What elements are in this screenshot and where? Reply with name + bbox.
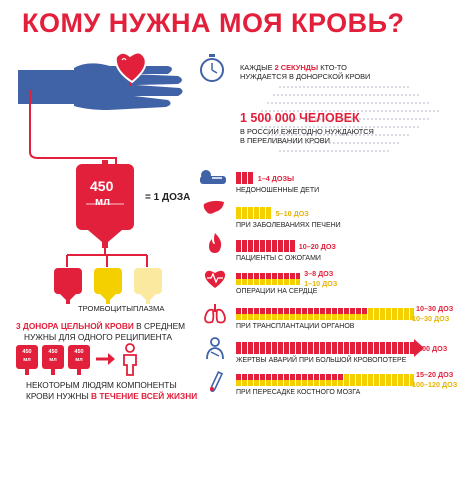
map-dot — [381, 110, 383, 112]
map-dot — [337, 94, 339, 96]
map-dot — [303, 86, 305, 88]
map-dot — [363, 118, 365, 120]
map-dot — [381, 126, 383, 128]
map-dot — [351, 86, 353, 88]
donor-bag-unit: мл — [49, 357, 57, 363]
map-dot — [413, 126, 415, 128]
donors-line2: НУЖНЫ ДЛЯ ОДНОГО РЕЦИПИЕНТА — [24, 332, 172, 342]
map-dot — [299, 150, 301, 152]
map-dot — [371, 118, 373, 120]
map-dot — [395, 102, 397, 104]
dose-label: = 1 ДОЗА — [145, 192, 191, 203]
map-dot — [319, 102, 321, 104]
map-dot — [379, 134, 381, 136]
map-dot — [299, 102, 301, 104]
map-dot — [303, 102, 305, 104]
injured-person-icon — [203, 337, 227, 361]
map-dot — [365, 110, 367, 112]
map-dot — [383, 118, 385, 120]
map-dot — [277, 94, 279, 96]
map-dot — [367, 150, 369, 152]
dose-yellow-label: 10–30 ДОЗ — [412, 314, 450, 323]
map-dot — [413, 110, 415, 112]
bar-yellow — [236, 207, 272, 219]
plasma-label: ПЛАЗМА — [133, 304, 165, 313]
map-dot — [397, 94, 399, 96]
map-dot — [335, 102, 337, 104]
bar-label: ПРИ ЗАБОЛЕВАНИЯХ ПЕЧЕНИ — [236, 222, 341, 229]
map-dot — [409, 126, 411, 128]
map-dot — [347, 102, 349, 104]
map-dot — [327, 86, 329, 88]
map-dot — [405, 110, 407, 112]
map-dot — [295, 102, 297, 104]
stat-line1: В РОССИИ ЕЖЕГОДНО НУЖДАЮТСЯ — [240, 127, 374, 136]
map-dot — [283, 102, 285, 104]
recipient-person-icon — [119, 343, 141, 377]
map-dot — [339, 150, 341, 152]
donor-bag-unit: мл — [23, 357, 31, 363]
map-dot — [437, 110, 439, 112]
donor-bag-tip — [77, 369, 81, 375]
map-dot — [307, 86, 309, 88]
map-dot — [351, 150, 353, 152]
stopwatch-prefix: КАЖДЫЕ — [240, 63, 275, 72]
map-dot — [289, 94, 291, 96]
map-dot — [405, 126, 407, 128]
liver-icon — [203, 200, 225, 218]
map-dot — [301, 94, 303, 96]
map-dot — [399, 102, 401, 104]
map-dot — [359, 86, 361, 88]
dose-red-label: 15–20 ДОЗ — [416, 370, 454, 379]
map-dot — [331, 86, 333, 88]
map-dot — [383, 86, 385, 88]
map-dot — [331, 102, 333, 104]
map-dot — [363, 86, 365, 88]
map-dot — [373, 94, 375, 96]
map-dot — [365, 94, 367, 96]
map-dot — [375, 102, 377, 104]
map-dot — [367, 86, 369, 88]
stopwatch-text — [240, 63, 370, 81]
map-dot — [413, 94, 415, 96]
map-dot — [329, 94, 331, 96]
map-dot — [385, 126, 387, 128]
red-cells-bag-icon — [52, 266, 84, 304]
map-dot — [291, 150, 293, 152]
lifetime-highlight: В ТЕЧЕНИЕ ВСЕЙ ЖИЗНИ — [91, 391, 198, 401]
map-dot — [419, 102, 421, 104]
tube-line — [20, 90, 140, 165]
donor-bag-tip — [25, 369, 29, 375]
map-dot — [411, 118, 413, 120]
map-dot — [417, 126, 419, 128]
map-dot — [389, 110, 391, 112]
dose-yellow-label: 1–10 ДОЗ — [304, 279, 338, 288]
lungs-icon — [203, 302, 227, 326]
donor-bag-volume: 450 — [22, 349, 32, 355]
map-dot — [323, 86, 325, 88]
donors-highlight: 3 ДОНОРА ЦЕЛЬНОЙ КРОВИ — [16, 321, 134, 331]
map-dot — [287, 150, 289, 152]
map-dot — [323, 150, 325, 152]
map-dot — [403, 86, 405, 88]
map-dot — [279, 150, 281, 152]
map-dot — [339, 102, 341, 104]
map-dot — [379, 118, 381, 120]
stopwatch-suffix: КТО-ТО — [318, 63, 347, 72]
map-dot — [319, 86, 321, 88]
map-dot — [315, 150, 317, 152]
map-dot — [399, 134, 401, 136]
map-dot — [415, 118, 417, 120]
map-dot — [347, 150, 349, 152]
map-dot — [273, 94, 275, 96]
map-dot — [405, 94, 407, 96]
map-dot — [377, 94, 379, 96]
map-dot — [315, 102, 317, 104]
stat-number: 1 500 000 ЧЕЛОВЕК — [240, 111, 360, 125]
stopwatch-highlight: 2 СЕКУНДЫ — [274, 63, 319, 72]
donor-bag — [68, 345, 90, 369]
map-dot — [319, 150, 321, 152]
map-dot — [267, 102, 269, 104]
platelets-label: ТРОМБОЦИТЫ — [78, 304, 134, 313]
map-dot — [389, 142, 391, 144]
map-dot — [417, 94, 419, 96]
map-dot — [335, 86, 337, 88]
map-dot — [355, 150, 357, 152]
map-dot — [401, 126, 403, 128]
test-tube-icon — [206, 370, 226, 394]
map-dot — [427, 102, 429, 104]
map-dot — [379, 150, 381, 152]
map-dot — [377, 110, 379, 112]
map-dot — [323, 102, 325, 104]
map-dot — [391, 102, 393, 104]
map-dot — [279, 86, 281, 88]
map-dot — [407, 102, 409, 104]
map-dot — [333, 94, 335, 96]
map-dot — [309, 94, 311, 96]
map-dot — [321, 94, 323, 96]
bar-label: ОПЕРАЦИИ НА СЕРДЦЕ — [236, 288, 318, 295]
map-dot — [379, 86, 381, 88]
map-dot — [335, 150, 337, 152]
map-dot — [383, 134, 385, 136]
map-dot — [383, 102, 385, 104]
map-dot — [275, 102, 277, 104]
lifetime-text — [26, 380, 197, 402]
map-dot — [343, 86, 345, 88]
map-dot — [287, 102, 289, 104]
map-dot — [343, 150, 345, 152]
map-dot — [369, 94, 371, 96]
map-dot — [367, 102, 369, 104]
map-dot — [291, 86, 293, 88]
map-dot — [375, 134, 377, 136]
map-dot — [283, 150, 285, 152]
bar-red — [236, 240, 295, 252]
map-dot — [363, 102, 365, 104]
bag-unit: мл — [95, 196, 111, 208]
map-dot — [419, 118, 421, 120]
donor-bag — [42, 345, 64, 369]
map-dot — [341, 94, 343, 96]
dose-red-label: 10–20 ДОЗ — [298, 242, 336, 251]
map-dot — [355, 86, 357, 88]
plasma-bag-icon — [132, 266, 164, 304]
map-dot — [383, 150, 385, 152]
map-dot — [395, 134, 397, 136]
map-dot — [397, 126, 399, 128]
dose-yellow-label: 5–10 ДОЗ — [275, 209, 309, 218]
map-dot — [397, 110, 399, 112]
map-dot — [407, 134, 409, 136]
map-dot — [377, 126, 379, 128]
dose-red-label: 10–30 ДОЗ — [416, 304, 454, 313]
map-dot — [291, 102, 293, 104]
stopwatch-icon — [199, 53, 225, 83]
map-dot — [391, 134, 393, 136]
map-dot — [393, 126, 395, 128]
map-dot — [409, 110, 411, 112]
map-dot — [389, 126, 391, 128]
map-dot — [387, 134, 389, 136]
map-dot — [375, 86, 377, 88]
map-dot — [311, 102, 313, 104]
map-dot — [311, 86, 313, 88]
map-dot — [387, 150, 389, 152]
map-dot — [279, 102, 281, 104]
donor-bag-unit: мл — [75, 357, 83, 363]
map-dot — [389, 94, 391, 96]
page-title: КОМУ НУЖНА МОЯ КРОВЬ? — [22, 8, 405, 38]
donor-bag-volume: 450 — [74, 349, 84, 355]
map-dot — [417, 110, 419, 112]
bar-red — [236, 308, 368, 314]
map-dot — [381, 142, 383, 144]
map-dot — [313, 94, 315, 96]
bar-red — [236, 172, 254, 184]
map-dot — [409, 94, 411, 96]
map-dot — [305, 94, 307, 96]
map-dot — [403, 134, 405, 136]
map-dot — [407, 118, 409, 120]
map-dot — [293, 94, 295, 96]
map-dot — [391, 118, 393, 120]
map-dot — [377, 142, 379, 144]
stopwatch-line2: НУЖДАЕТСЯ В ДОНОРСКОЙ КРОВИ — [240, 72, 371, 81]
map-dot — [295, 86, 297, 88]
map-dot — [367, 118, 369, 120]
donors-suffix: В СРЕДНЕМ — [133, 321, 186, 331]
map-dot — [387, 102, 389, 104]
map-dot — [407, 86, 409, 88]
bar-red — [236, 273, 300, 279]
map-dot — [287, 86, 289, 88]
map-dot — [283, 86, 285, 88]
map-dot — [317, 94, 319, 96]
map-dot — [433, 110, 435, 112]
map-dot — [423, 118, 425, 120]
dose-red-label: 1–4 ДОЗЫ — [257, 174, 295, 183]
bag-volume: 450 — [90, 178, 114, 194]
map-dot — [387, 118, 389, 120]
map-dot — [371, 150, 373, 152]
map-dot — [411, 102, 413, 104]
map-dot — [427, 118, 429, 120]
map-dot — [339, 86, 341, 88]
donor-bag — [16, 345, 38, 369]
map-dot — [285, 94, 287, 96]
map-dot — [327, 102, 329, 104]
map-dot — [375, 118, 377, 120]
map-dot — [385, 110, 387, 112]
map-dot — [307, 102, 309, 104]
map-dot — [379, 102, 381, 104]
map-dot — [423, 102, 425, 104]
map-dot — [343, 102, 345, 104]
map-dot — [385, 142, 387, 144]
bar-red — [236, 374, 343, 380]
map-dot — [363, 150, 365, 152]
lifetime-line1: НЕКОТОРЫМ ЛЮДЯМ КОМПОНЕНТЫ — [26, 380, 177, 390]
map-dot — [401, 94, 403, 96]
map-dot — [281, 94, 283, 96]
map-dot — [325, 94, 327, 96]
map-dot — [425, 110, 427, 112]
map-dot — [375, 150, 377, 152]
map-dot — [395, 86, 397, 88]
map-dot — [399, 118, 401, 120]
platelets-bag-icon — [92, 266, 124, 304]
map-dot — [429, 110, 431, 112]
map-dot — [421, 110, 423, 112]
map-dot — [371, 102, 373, 104]
stat-text — [240, 127, 374, 145]
map-dot — [403, 118, 405, 120]
bar-label: ПРИ ПЕРЕСАДКЕ КОСТНОГО МОЗГА — [236, 389, 361, 396]
dose-red-label: 3–8 ДОЗ — [304, 269, 334, 278]
bar-label: ПРИ ТРАНСПЛАНТАЦИИ ОРГАНОВ — [236, 323, 355, 330]
map-dot — [371, 86, 373, 88]
map-dot — [345, 94, 347, 96]
map-dot — [271, 102, 273, 104]
map-dot — [391, 86, 393, 88]
map-dot — [381, 94, 383, 96]
map-dot — [401, 110, 403, 112]
map-dot — [369, 110, 371, 112]
map-dot — [297, 94, 299, 96]
bar-red — [236, 342, 414, 354]
map-dot — [349, 94, 351, 96]
map-dot — [397, 142, 399, 144]
bar-label: ПАЦИЕНТЫ С ОЖОГАМИ — [236, 255, 321, 262]
map-dot — [415, 102, 417, 104]
flame-icon — [206, 232, 224, 254]
map-dot — [387, 86, 389, 88]
donor-bag-volume: 450 — [48, 349, 58, 355]
map-dot — [303, 150, 305, 152]
map-dot — [353, 94, 355, 96]
map-dot — [393, 94, 395, 96]
donors-text — [16, 321, 185, 343]
map-dot — [295, 150, 297, 152]
dose-yellow-label: 100–120 ДОЗ — [412, 380, 458, 389]
map-dot — [357, 94, 359, 96]
map-dot — [355, 102, 357, 104]
map-dot — [385, 94, 387, 96]
map-dot — [331, 150, 333, 152]
map-dot — [315, 86, 317, 88]
map-dot — [361, 94, 363, 96]
heart-pulse-icon — [203, 268, 227, 290]
map-dot — [347, 86, 349, 88]
map-dot — [361, 110, 363, 112]
map-dot — [299, 86, 301, 88]
bar-label: ЖЕРТВЫ АВАРИЙ ПРИ БОЛЬШОЙ КРОВОПОТЕРЕ — [236, 357, 407, 364]
map-dot — [373, 110, 375, 112]
map-dot — [359, 150, 361, 152]
map-dot — [307, 150, 309, 152]
map-dot — [393, 110, 395, 112]
donor-bag-tip — [51, 369, 55, 375]
bar-label: НЕДОНОШЕННЫЕ ДЕТИ — [236, 187, 320, 194]
map-dot — [403, 102, 405, 104]
lifetime-prefix: КРОВИ НУЖНЫ — [26, 391, 92, 401]
map-dot — [359, 102, 361, 104]
baby-icon — [198, 166, 228, 190]
dose-red-label: 5–100 ДОЗ — [410, 344, 448, 353]
map-dot — [399, 86, 401, 88]
map-dot — [311, 150, 313, 152]
map-dot — [395, 118, 397, 120]
map-dot — [393, 142, 395, 144]
map-dot — [327, 150, 329, 152]
stat-line2: В ПЕРЕЛИВАНИИ КРОВИ — [240, 136, 330, 145]
map-dot — [351, 102, 353, 104]
arrow-icon — [96, 352, 116, 366]
